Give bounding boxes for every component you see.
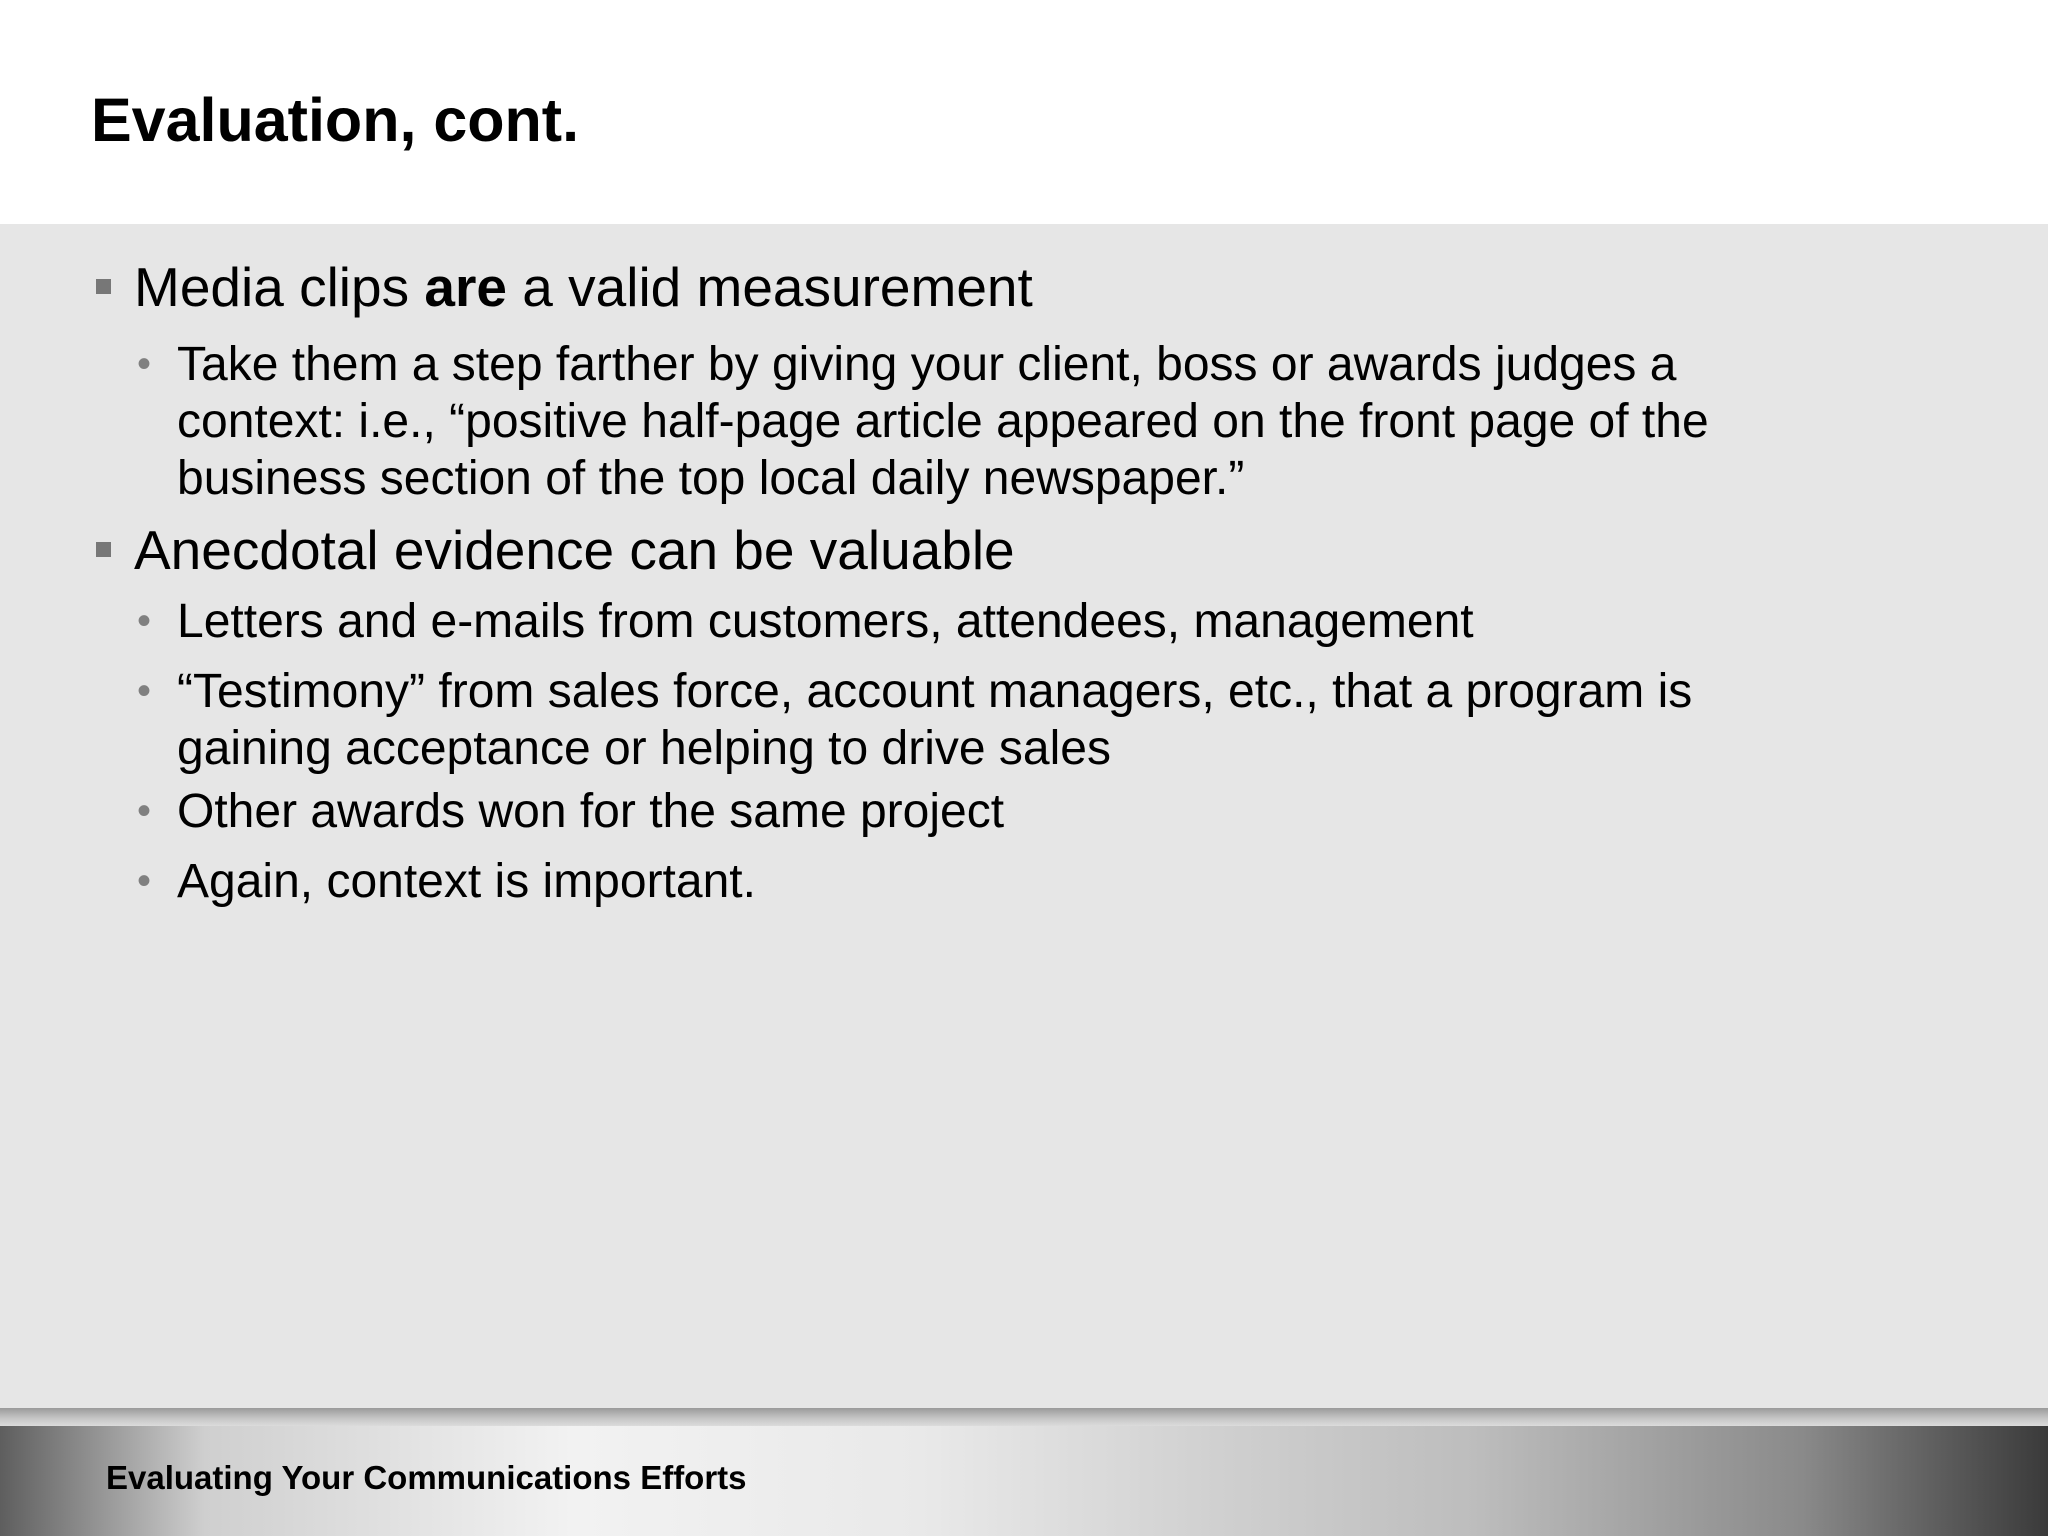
footer-bar xyxy=(0,1408,2048,1536)
bullet-text-part: Media clips xyxy=(134,256,425,318)
bullet-text-emphasis: are xyxy=(424,256,507,318)
slide-content xyxy=(0,224,2048,1408)
sub-bullet-item xyxy=(137,783,1837,840)
square-bullet-icon xyxy=(96,542,111,557)
sub-bullet-item xyxy=(137,336,1837,507)
sub-bullet-line: Other awards won for the same project xyxy=(177,785,1005,838)
sub-bullet-line: Take them a step farther by giving your client, boss or awards judges a xyxy=(177,338,1677,391)
square-bullet-icon xyxy=(96,279,111,294)
slide-title: Evaluation, cont. xyxy=(91,86,580,154)
bullet-item xyxy=(134,254,1834,320)
dot-bullet-icon: • xyxy=(137,342,152,386)
sub-bullet-line: gaining acceptance or helping to drive sales xyxy=(177,722,1111,775)
dot-bullet-icon: • xyxy=(137,789,152,833)
sub-bullet-line: “Testimony” from sales force, account managers, etc., that a program is xyxy=(177,665,1693,718)
sub-bullet-item xyxy=(137,593,1837,650)
sub-bullet-line: context: i.e., “positive half-page article appeared on the front page of the xyxy=(177,395,1709,448)
bullet-text-part: a valid measurement xyxy=(506,256,1033,318)
footer-divider xyxy=(0,1408,2048,1426)
bullet-text: Anecdotal evidence can be valuable xyxy=(134,519,1015,581)
dot-bullet-icon: • xyxy=(137,669,152,713)
dot-bullet-icon: • xyxy=(137,599,152,643)
dot-bullet-icon: • xyxy=(137,859,152,903)
title-area xyxy=(0,0,2048,224)
bullet-item xyxy=(134,517,1834,583)
sub-bullet-line: Again, context is important. xyxy=(177,855,756,908)
footer-text: Evaluating Your Communications Efforts xyxy=(106,1459,747,1496)
sub-bullet-line: Letters and e-mails from customers, attendees, management xyxy=(177,595,1474,648)
sub-bullet-item xyxy=(137,853,1837,910)
sub-bullet-line: business section of the top local daily newspaper.” xyxy=(177,452,1245,505)
sub-bullet-item xyxy=(137,663,1837,777)
bullet-text xyxy=(134,256,1033,318)
